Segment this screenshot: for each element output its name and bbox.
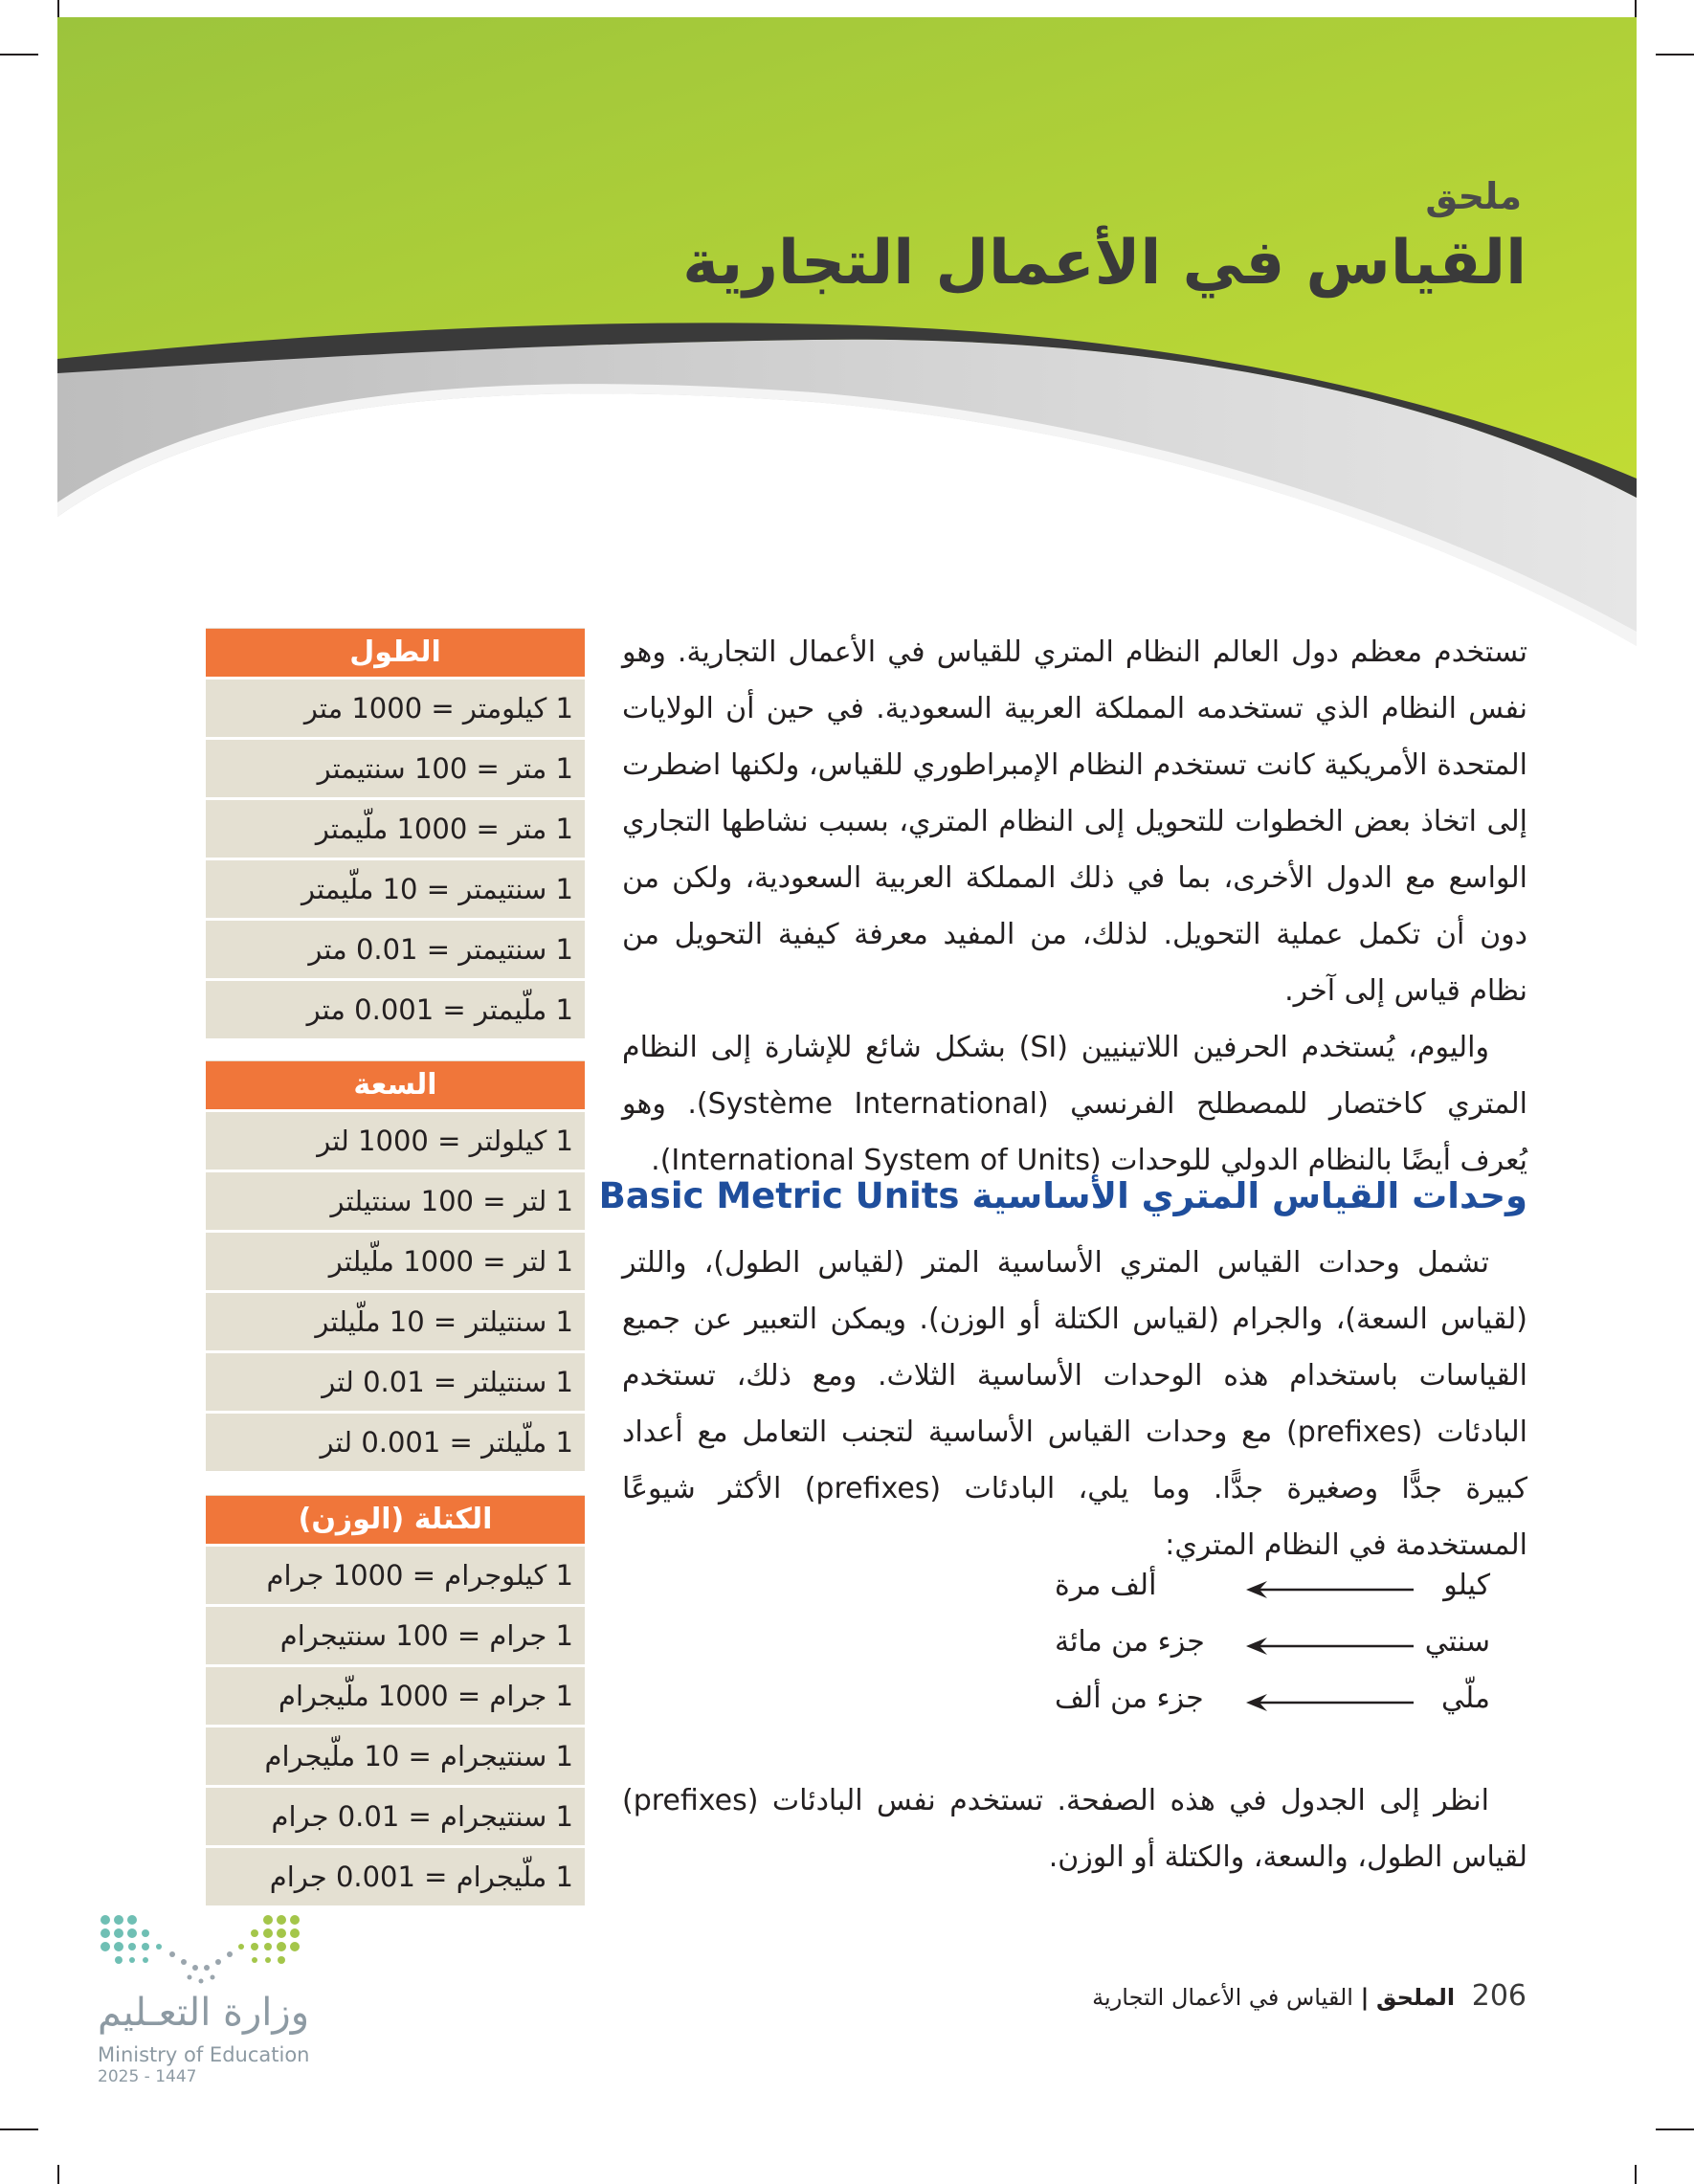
section-paragraph-1: تشمل وحدات القياس المتري الأساسية المتر (لقياس الطول)، واللتر (لقياس السعة)، والجرام (لقياس الكتلة أو الوزن). ويمكن التعبير عن جميع القياسات باستخدام هذه الوحدات الأساسية الثلاث. ومع ذلك، تستخدم البادئات (prefixes) مع وحدات القياس الأساسية لتجنب التعامل مع أعداد كبيرة جدًّا وصغيرة جدًّا. وما يلي، البادئات (prefixes) الأكثر شيوعًا المستخدمة في النظام المتري: bbox=[622, 1246, 1528, 1562]
prefix-name: كيلو bbox=[1443, 1569, 1490, 1602]
prefix-name: ملّي bbox=[1440, 1682, 1490, 1715]
table-row: 1 سنتيمتر = 10 ملّيمتر bbox=[206, 860, 585, 918]
table-row: 1 لتر = 100 سنتيلتر bbox=[206, 1172, 585, 1230]
intro-paragraph-1: تستخدم معظم دول العالم النظام المتري للقياس في الأعمال التجارية. وهو نفس النظام الذي تستخدمه المملكة العربية السعودية. في حين أن الولايات المتحدة الأمريكية كانت تستخدم النظام الإمبراطوري للقياس، ولكنها اضطرت إلى اتخاذ بعض الخطوات للتحويل إلى النظام المتري، بسبب نشاطها التجاري الواسع مع الدول الأخرى، بما في ذلك المملكة العربية السعودية، ولكن من دون أن تكمل عملية التحويل. لذلك، من المفيد معرفة كيفية التحويل من نظام قياس إلى آخر. bbox=[622, 635, 1527, 1008]
table-row: 1 سنتيلتر = 0.01 لتر bbox=[206, 1353, 585, 1411]
ministry-name-english: Ministry of Education bbox=[98, 2043, 310, 2066]
table-row: 1 ملّيمتر = 0.001 متر bbox=[206, 981, 585, 1038]
table-row: 1 متر = 1000 ملّيمتر bbox=[206, 800, 585, 858]
page-footer bbox=[1092, 1979, 1527, 2013]
arrow-left-icon bbox=[1246, 1580, 1414, 1599]
header-banner bbox=[0, 0, 1694, 670]
ministry-logo-icon bbox=[96, 1912, 306, 1989]
intro-text bbox=[622, 624, 1527, 1189]
arrow-left-icon bbox=[1246, 1693, 1414, 1712]
prefix-meaning: ألف مرة bbox=[1055, 1569, 1157, 1602]
ministry-year: 2025 - 1447 bbox=[98, 2067, 197, 2086]
prefix-item bbox=[1055, 1625, 1490, 1667]
crop-mark bbox=[1635, 2165, 1637, 2184]
table-row: 1 متر = 100 سنتيمتر bbox=[206, 740, 585, 797]
table-row: 1 كيلوجرام = 1000 جرام bbox=[206, 1547, 585, 1604]
crop-mark bbox=[0, 2128, 38, 2130]
table-header: السعة bbox=[206, 1060, 585, 1109]
crop-mark bbox=[1656, 2128, 1694, 2130]
table-row: 1 لتر = 1000 ملّيلتر bbox=[206, 1233, 585, 1290]
prefix-name: سنتي bbox=[1424, 1625, 1490, 1659]
prefix-meaning: جزء من مائة bbox=[1055, 1625, 1205, 1659]
section-heading: وحدات القياس المتري الأساسية Basic Metric Units bbox=[598, 1175, 1527, 1216]
crop-mark bbox=[57, 2165, 59, 2184]
ministry-name-arabic: وزارة التعـليم bbox=[98, 1991, 310, 2035]
page-number: 206 bbox=[1471, 1979, 1527, 2013]
prefix-meaning: جزء من ألف bbox=[1055, 1682, 1204, 1715]
table-row: 1 ملّيلتر = 0.001 لتر bbox=[206, 1414, 585, 1471]
section-text bbox=[622, 1235, 1527, 1573]
table-row: 1 سنتيلتر = 10 ملّيلتر bbox=[206, 1293, 585, 1350]
table-row: 1 ملّيجرام = 0.001 جرام bbox=[206, 1848, 585, 1905]
section-paragraph-2: انظر إلى الجدول في هذه الصفحة. تستخدم نفس البادئات (prefixes) لقياس الطول، والسعة، والكتلة أو الوزن. bbox=[622, 1784, 1527, 1874]
intro-paragraph-2: واليوم، يُستخدم الحرفين اللاتينيين (SI) بشكل شائع للإشارة إلى النظام المتري كاختصار للمصطلح الفرنسي (Système International). وهو يُعرف أيضًا بالنظام الدولي للوحدات (International System of Units). bbox=[622, 1031, 1528, 1177]
section-text-2 bbox=[622, 1772, 1527, 1885]
table-header: الطول bbox=[206, 628, 585, 677]
table-row: 1 كيلولتر = 1000 لتر bbox=[206, 1112, 585, 1170]
arrow-left-icon bbox=[1246, 1637, 1414, 1656]
table-header: الكتلة (الوزن) bbox=[206, 1495, 585, 1544]
length-table bbox=[206, 628, 585, 1038]
mass-table bbox=[206, 1495, 585, 1905]
page-title: القياس في الأعمال التجارية bbox=[682, 228, 1527, 299]
table-row: 1 كيلومتر = 1000 متر bbox=[206, 680, 585, 737]
prefix-item bbox=[1055, 1569, 1490, 1611]
prefix-item bbox=[1055, 1682, 1490, 1724]
table-row: 1 سنتيجرام = 10 ملّيجرام bbox=[206, 1727, 585, 1785]
appendix-label: ملحق bbox=[1425, 175, 1522, 217]
table-row: 1 سنتيجرام = 0.01 جرام bbox=[206, 1788, 585, 1845]
footer-chapter: القياس في الأعمال التجارية bbox=[1092, 1984, 1353, 2011]
footer-separator: | bbox=[1360, 1984, 1370, 2011]
capacity-table bbox=[206, 1060, 585, 1471]
table-row: 1 سنتيمتر = 0.01 متر bbox=[206, 921, 585, 978]
footer-section: الملحق bbox=[1376, 1984, 1456, 2011]
table-row: 1 جرام = 100 سنتيجرام bbox=[206, 1607, 585, 1664]
table-row: 1 جرام = 1000 ملّيجرام bbox=[206, 1667, 585, 1725]
